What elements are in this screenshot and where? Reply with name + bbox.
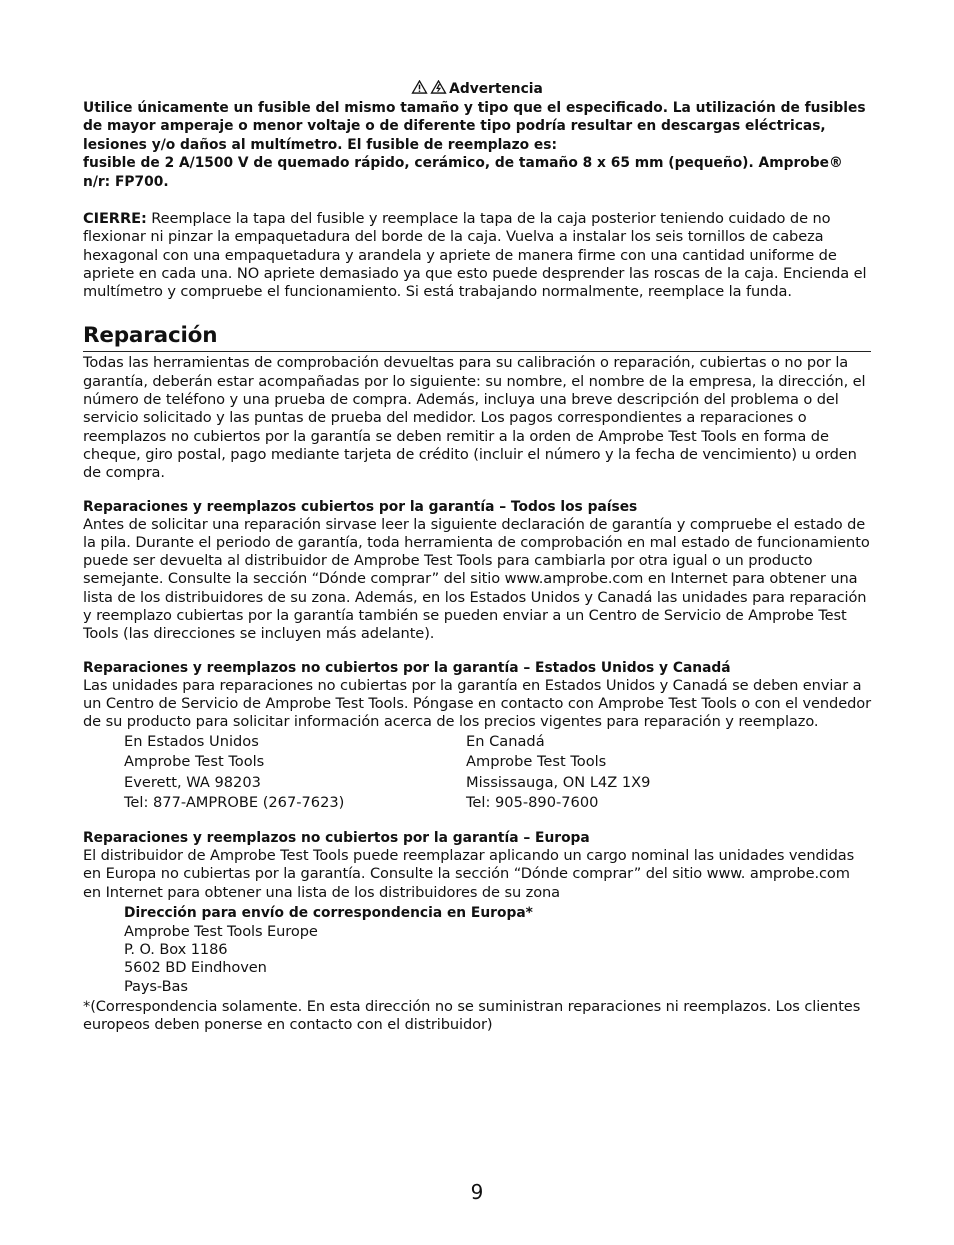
covered-all-title: Reparaciones y reemplazos cubiertos por la garantía – Todos los países (83, 498, 638, 515)
document-page (83, 80, 871, 1035)
europe-address-block (124, 904, 871, 996)
address-line: Tel: 877-AMPROBE (267-7623) (124, 794, 345, 812)
address-line: Amprobe Test Tools Europe (124, 922, 318, 940)
address-line: Everett, WA 98203 (124, 773, 261, 791)
address-line: Amprobe Test Tools (124, 753, 265, 771)
warning-triangle-icon (411, 80, 428, 94)
warning-title-row (83, 80, 871, 99)
page-number: 9 (470, 1180, 484, 1204)
warning-fuse-spec: fusible de 2 A/1500 V de quemado rápido, cerámico, de tamaño 8 x 65 mm (pequeño). Amprobe® n/r: FP700. (83, 155, 843, 190)
europe-address-title: Dirección para envío de correspondencia en Europa* (124, 904, 533, 921)
closure-text: Reemplace la tapa del fusible y reemplace la tapa de la caja posterior teniendo cuidado de no flexionar ni pinzar la empaquetadura del borde de la caja. Vuelva a instalar los seis tornillos de cabeza hexagonal con una empaquetadura y arandela y apriete de manera firme con una cantidad uniforme de apriete en cada una. NO apriete demasiado ya que esto puede desprender las roscas de la caja. Encienda el multímetro y compruebe el funcionamiento. Si está trabajando normalmente, reemplace la funda. (83, 210, 867, 301)
not-covered-us-text: Las unidades para reparaciones no cubiertas por la garantía en Estados Unidos y Canadá se deben enviar a un Centro de Servicio de Amprobe Test Tools. Póngase en contacto con Amprobe Test Tools o con el vendedor de su producto para solicitar información acerca de los precios vigentes para reparación y reemplazo. (83, 676, 871, 731)
address-line: Mississauga, ON L4Z 1X9 (466, 773, 651, 791)
address-line: En Canadá (466, 732, 545, 750)
address-line: 5602 BD Eindhoven (124, 959, 267, 977)
not-covered-us-title: Reparaciones y reemplazos no cubiertos por la garantía – Estados Unidos y Canadá (83, 659, 731, 676)
service-center-addresses (124, 732, 871, 814)
europe-footnote: *(Correspondencia solamente. En esta dirección no se suministran reparaciones ni reemplazos. Los clientes europeos deben ponerse en contacto con el distribuidor) (83, 997, 861, 1034)
not-covered-eu-title: Reparaciones y reemplazos no cubiertos por la garantía – Europa (83, 829, 590, 846)
closure-paragraph (83, 210, 871, 301)
section-heading-repair: Reparación (83, 323, 871, 352)
repair-intro: Todas las herramientas de comprobación devueltas para su calibración o reparación, cubiertas o no por la garantía, deberán estar acompañadas por lo siguiente: su nombre, el nombre de la empresa, la dirección, el número de teléfono y una prueba de compra. Además, incluya una breve descripción del problema o del servicio solicitado y las puntas de prueba del medidor. Los pagos correspondientes a reparaciones o reemplazos no cubiertos por la garantía se deben remitir a la orden de Amprobe Test Tools en forma de cheque, giro postal, pago mediante tarjeta de crédito (incluir el número y la fecha de vencimiento) u orden de compra. (83, 354, 866, 482)
warning-title: Advertencia (449, 81, 543, 97)
address-usa (124, 732, 466, 814)
closure-label: CIERRE: (83, 210, 147, 227)
shock-hazard-icon (430, 80, 447, 94)
address-canada (466, 732, 808, 814)
address-line: Pays-Bas (124, 977, 188, 995)
covered-all-text: Antes de solicitar una reparación sirvase leer la siguiente declaración de garantía y compruebe el estado de la pila. Durante el periodo de garantía, toda herramienta de comprobación en mal estado de funcionamiento puede ser devuelta al distribuidor de Amprobe Test Tools para cambiarla por otra igual o un producto semejante. Consulte la sección “Dónde comprar” del sitio www.amprobe.com en Internet para obtener una lista de los distribuidores de su zona. Además, en los Estados Unidos y Canadá las unidades para reparación y reemplazo cubiertas por la garantía también se pueden enviar a un Centro de Servicio de Amprobe Test Tools (las direcciones se incluyen más adelante). (83, 515, 870, 643)
address-line: Tel: 905-890-7600 (466, 794, 599, 812)
not-covered-eu-text: El distribuidor de Amprobe Test Tools puede reemplazar aplicando un cargo nominal las unidades vendidas en Europa no cubiertas por la garantía. Consulte la sección “Dónde comprar” del sitio www. amprobe.com en Internet para obtener una lista de los distribuidores de su zona (83, 846, 855, 901)
address-line: En Estados Unidos (124, 732, 259, 750)
address-line: Amprobe Test Tools (466, 753, 607, 771)
warning-body: Utilice únicamente un fusible del mismo tamaño y tipo que el especificado. La utilización de fusibles de mayor amperaje o menor voltaje o de diferente tipo podría resultar en descargas eléctricas, lesiones y/o daños al multímetro. El fusible de reemplazo es: (83, 99, 866, 153)
address-line: P. O. Box 1186 (124, 941, 228, 959)
